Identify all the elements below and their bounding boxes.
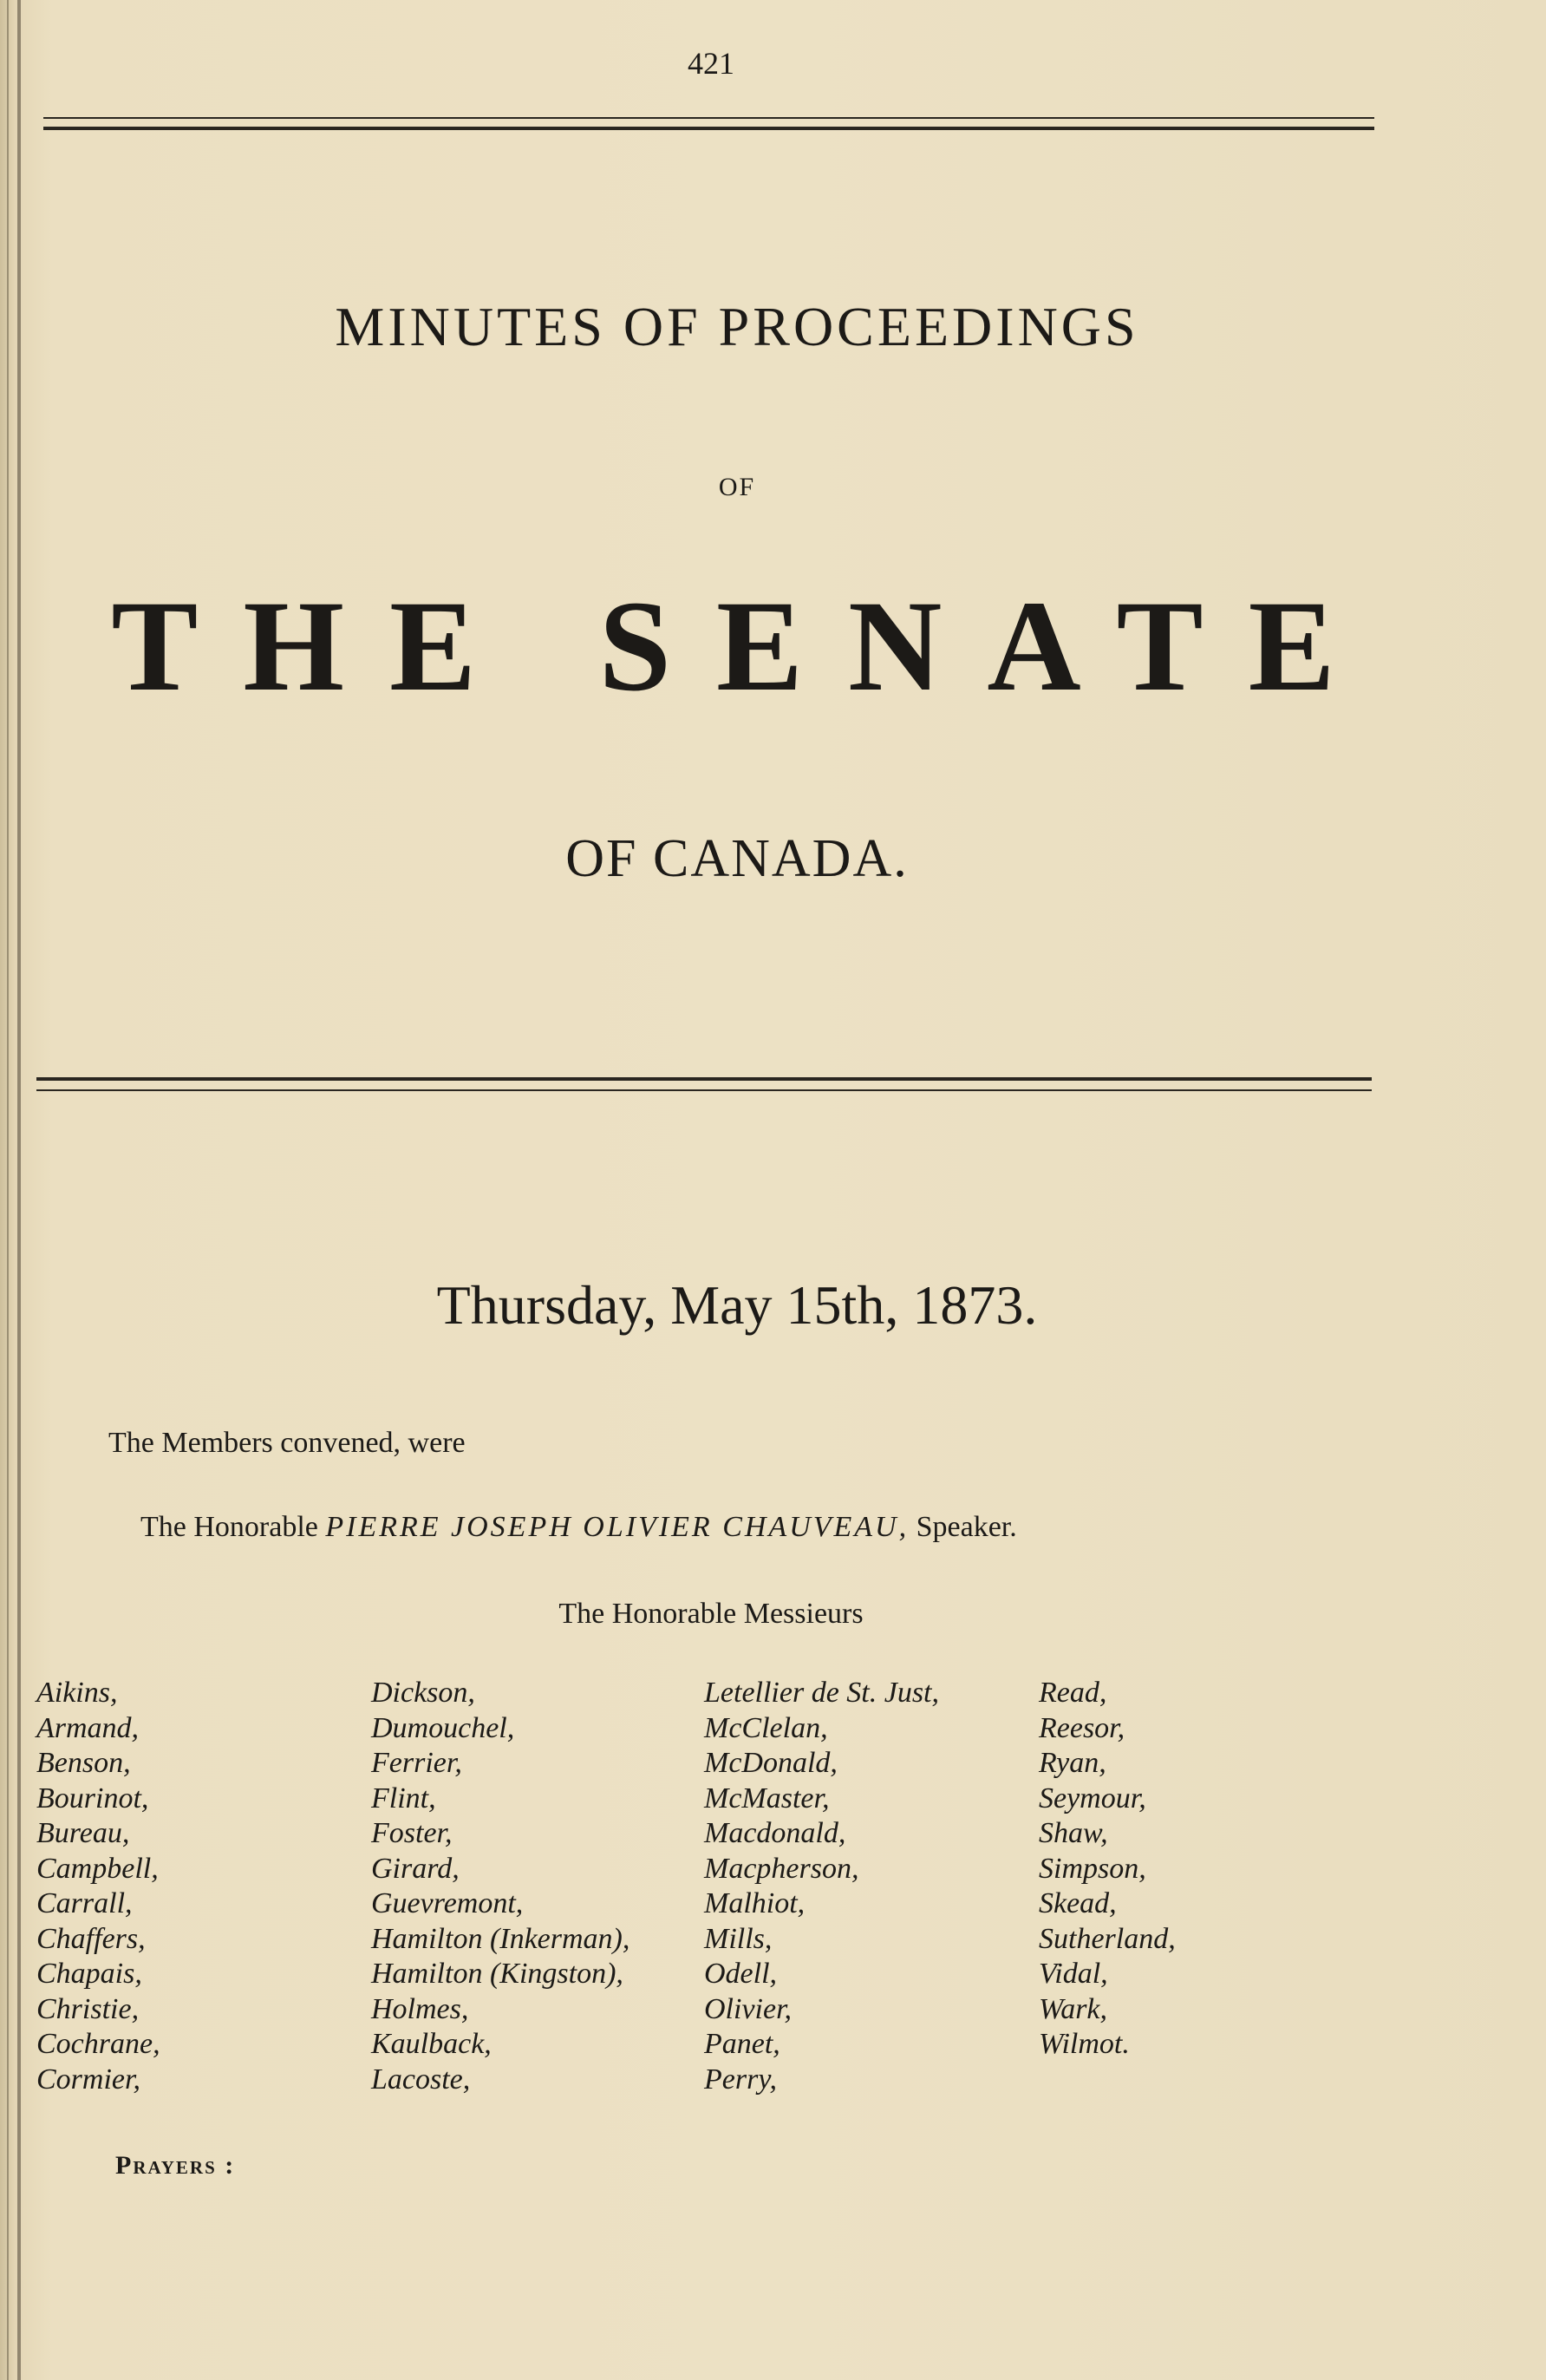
member-name: Cormier, <box>36 2063 140 2096</box>
member-name: Kaulback, <box>371 2028 492 2060</box>
binding-line <box>17 0 21 2380</box>
member-name: McMaster, <box>704 1782 830 1814</box>
member-name: Wilmot. <box>1039 2028 1130 2060</box>
title-the-senate: THE SENATE <box>111 574 1380 718</box>
member-name: Malhiot, <box>704 1887 806 1919</box>
member-name: Macdonald, <box>704 1817 846 1849</box>
member-name: Hamilton (Kingston), <box>371 1958 623 1990</box>
member-name: Holmes, <box>371 1992 469 2025</box>
title-minutes-of-proceedings: MINUTES OF PROCEEDINGS <box>335 296 1139 357</box>
member-name: Flint, <box>371 1782 436 1814</box>
member-name: Letellier de St. Just, <box>704 1677 940 1709</box>
member-name: Shaw, <box>1039 1817 1108 1849</box>
member-name: Read, <box>1039 1677 1107 1709</box>
honorable-messieurs-heading: The Honorable Messieurs <box>558 1598 864 1630</box>
member-name: Benson, <box>36 1747 131 1779</box>
member-name: Bureau, <box>36 1817 130 1849</box>
member-name: Mills, <box>704 1922 773 1955</box>
member-name: Wark, <box>1039 1992 1108 2025</box>
title-of-canada: OF CANADA. <box>565 829 909 888</box>
top-rule-thin <box>43 117 1374 119</box>
speaker-prefix: The Honorable <box>140 1511 318 1543</box>
member-name: Dumouchel, <box>371 1711 515 1744</box>
member-name: Panet, <box>704 2028 780 2060</box>
member-name: Chapais, <box>36 1958 142 1990</box>
members-convened-text: The Members convened, were <box>108 1427 466 1459</box>
speaker-title: Speaker. <box>916 1511 1017 1543</box>
member-name: Guevremont, <box>371 1887 524 1919</box>
middle-rule-thin <box>36 1089 1372 1091</box>
members-column-4 <box>1039 1676 1176 2063</box>
member-name: Ryan, <box>1039 1747 1106 1779</box>
binding-edge <box>7 0 9 2380</box>
member-name: Skead, <box>1039 1887 1117 1919</box>
page-number: 421 <box>688 46 734 81</box>
member-name: Lacoste, <box>371 2063 471 2096</box>
member-name: Dickson, <box>371 1677 475 1709</box>
member-name: Christie, <box>36 1992 140 2025</box>
member-name: Carrall, <box>36 1887 133 1919</box>
member-name: Hamilton (Inkerman), <box>371 1922 630 1955</box>
top-rule-thick <box>43 127 1374 130</box>
member-name: Bourinot, <box>36 1782 149 1814</box>
member-name: Aikins, <box>36 1677 118 1709</box>
member-name: McClelan, <box>704 1711 828 1744</box>
title-of: OF <box>718 473 756 501</box>
prayers-heading: Prayers : <box>115 2151 236 2180</box>
member-name: Campbell, <box>36 1852 159 1885</box>
speaker-line <box>140 1511 1017 1544</box>
member-name: Seymour, <box>1039 1782 1146 1814</box>
member-name: Odell, <box>704 1958 778 1990</box>
member-name: Macpherson, <box>704 1852 859 1885</box>
member-name: Simpson, <box>1039 1852 1146 1885</box>
members-column-3 <box>704 1676 939 2097</box>
sitting-date: Thursday, May 15th, 1873. <box>436 1274 1038 1336</box>
member-name: Chaffers, <box>36 1922 146 1955</box>
member-name: Perry, <box>704 2063 778 2096</box>
member-name: Armand, <box>36 1711 140 1744</box>
member-name: Foster, <box>371 1817 453 1849</box>
member-name: Girard, <box>371 1852 460 1885</box>
members-column-1 <box>36 1676 160 2097</box>
member-name: Cochrane, <box>36 2028 160 2060</box>
member-name: McDonald, <box>704 1747 838 1779</box>
speaker-name: PIERRE JOSEPH OLIVIER CHAUVEAU, <box>325 1511 910 1543</box>
member-name: Vidal, <box>1039 1958 1108 1990</box>
member-name: Reesor, <box>1039 1711 1125 1744</box>
member-name: Ferrier, <box>371 1747 462 1779</box>
middle-rule-thick <box>36 1077 1372 1081</box>
members-column-2 <box>371 1676 629 2097</box>
member-name: Sutherland, <box>1039 1922 1176 1955</box>
member-name: Olivier, <box>704 1992 793 2025</box>
